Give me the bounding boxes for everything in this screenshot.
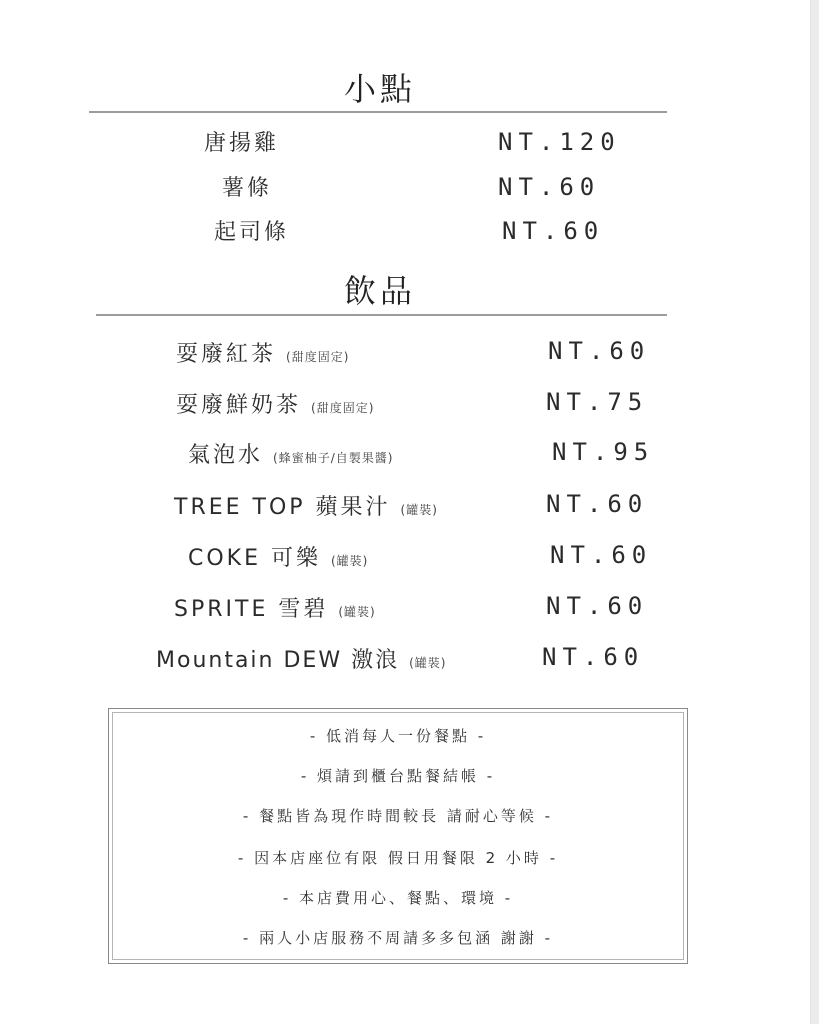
menu-item-price: NT.95 (552, 438, 655, 466)
menu-item (176, 337, 349, 368)
notice-line: - 煩請到櫃台點餐結帳 - (300, 767, 496, 785)
menu-item-note: (罐裝) (409, 656, 447, 670)
notice-line: - 低消每人一份餐點 - (309, 727, 487, 745)
menu-item-price: NT.120 (498, 128, 621, 156)
notice-line: - 餐點皆為現作時間較長 請耐心等候 - (242, 807, 554, 825)
menu-item-note: (蜂蜜柚子/自製果醬) (273, 451, 394, 465)
notice-line: - 兩人小店服務不周請多多包涵 謝謝 - (242, 929, 554, 947)
menu-item-name: COKE 可樂 (188, 546, 321, 571)
menu-item (174, 490, 438, 521)
menu-item-price: NT.60 (542, 643, 645, 671)
menu-item (174, 592, 376, 623)
notice-box-inner-border (112, 712, 684, 960)
drinks-divider (96, 314, 667, 316)
menu-item-name: TREE TOP 蘋果汁 (174, 495, 391, 520)
menu-item-price: NT.60 (498, 173, 601, 201)
menu-item-name: 氣泡水 (188, 443, 264, 468)
notice-line: - 本店費用心、餐點、環境 - (282, 889, 514, 907)
menu-item-note: (甜度固定) (286, 350, 350, 364)
menu-item (176, 388, 374, 419)
snacks-divider (89, 111, 667, 113)
menu-item-price: NT.60 (502, 217, 605, 245)
drinks-section-title: 飲品 (343, 272, 416, 310)
menu-item-name: Mountain DEW 激浪 (156, 648, 400, 673)
menu-item-note: (罐裝) (331, 554, 369, 568)
scrollbar[interactable] (810, 0, 819, 1024)
menu-item-price: NT.60 (546, 592, 649, 620)
menu-item-note: (罐裝) (400, 503, 438, 517)
menu-item (188, 438, 393, 469)
menu-item-note: (罐裝) (338, 605, 376, 619)
menu-item-price: NT.60 (548, 337, 651, 365)
menu-item-name: 薯條 (222, 176, 273, 201)
notice-line: - 因本店座位有限 假日用餐限 2 小時 - (237, 849, 559, 867)
menu-item-name: 耍廢鮮奶茶 (176, 393, 302, 418)
menu-item (156, 643, 446, 674)
menu-item-note: (甜度固定) (311, 401, 375, 415)
menu-item-name: 唐揚雞 (204, 131, 280, 156)
notice-box (108, 708, 688, 964)
menu-item-name: SPRITE 雪碧 (174, 597, 329, 622)
menu-item-price: NT.60 (550, 541, 653, 569)
menu-item (188, 541, 368, 572)
menu-item-price: NT.60 (546, 490, 649, 518)
menu-item-name: 耍廢紅茶 (176, 342, 277, 367)
menu-item-price: NT.75 (546, 388, 649, 416)
snacks-section-title: 小點 (343, 70, 416, 108)
menu-item-name: 起司條 (214, 220, 290, 245)
